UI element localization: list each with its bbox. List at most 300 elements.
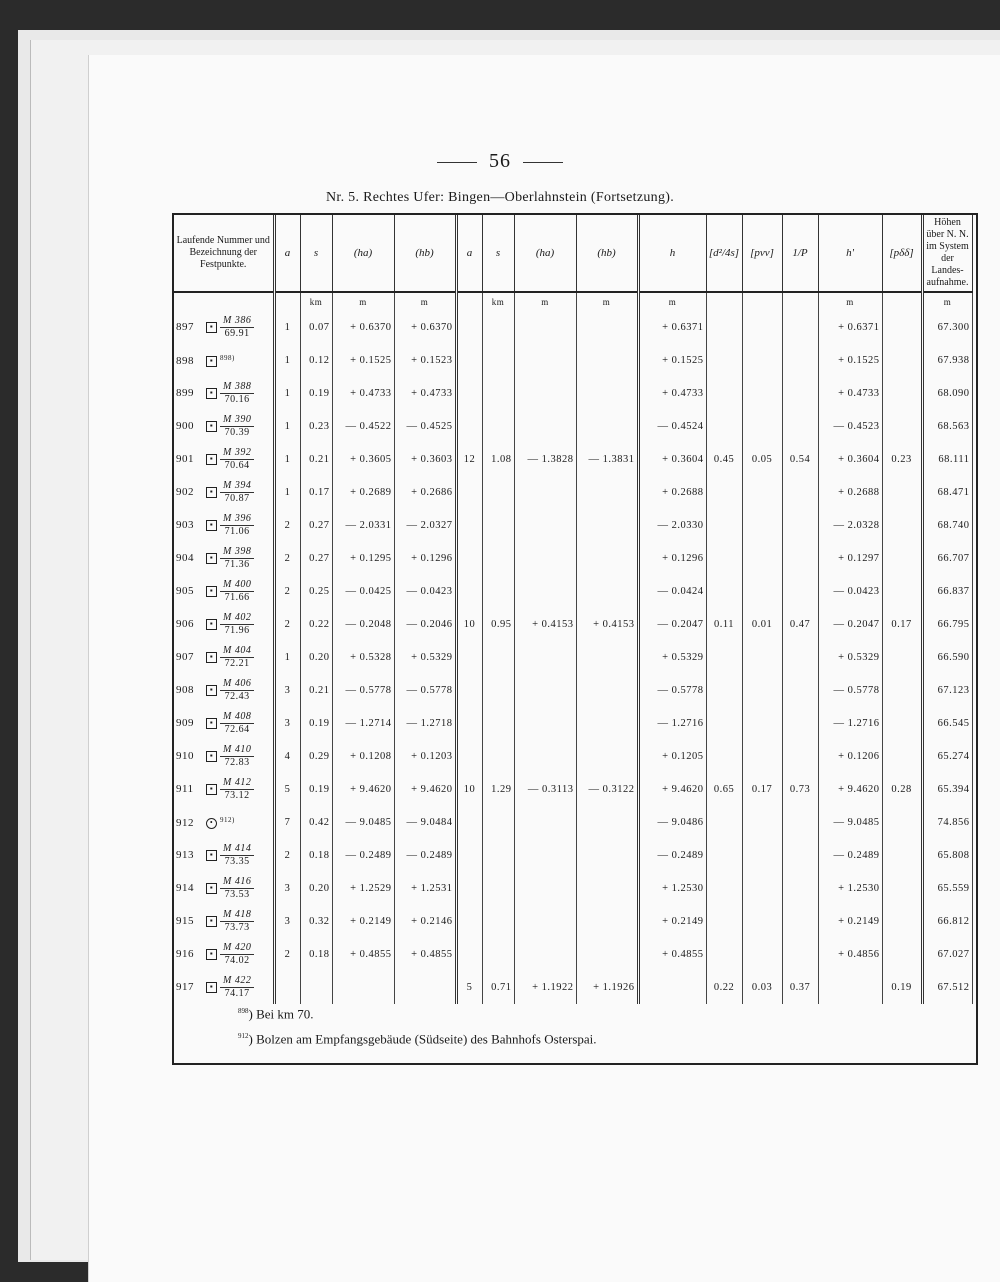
mark-label: M 412	[220, 777, 254, 790]
cell-a2	[456, 410, 482, 443]
cell-hb: + 0.1523	[394, 344, 456, 377]
cell-ha2	[514, 377, 576, 410]
cell-s: 0.19	[300, 773, 332, 806]
km-label: 71.66	[224, 592, 250, 603]
cell-hb2	[576, 377, 638, 410]
point-label	[174, 872, 274, 905]
cell-s: 0.18	[300, 938, 332, 971]
cell-pvv	[742, 542, 782, 575]
cell-h2: + 0.4856	[818, 938, 882, 971]
dash-right	[523, 162, 563, 163]
point-label	[174, 344, 274, 377]
benchmark-icon: ▪	[206, 454, 217, 465]
mark-label: M 410	[220, 744, 254, 757]
cell-d2	[706, 377, 742, 410]
cell-a: 1	[274, 344, 300, 377]
point-number: 911	[176, 783, 194, 796]
cell-pvv	[742, 410, 782, 443]
cell-a2: 10	[456, 773, 482, 806]
cell-h: — 0.5778	[638, 674, 706, 707]
cell-ha2	[514, 542, 576, 575]
cell-h: + 0.5329	[638, 641, 706, 674]
cell-hb: — 0.2489	[394, 839, 456, 872]
unit-cell	[706, 292, 742, 311]
cell-hb2: + 1.1926	[576, 971, 638, 1004]
mark-label: M 402	[220, 612, 254, 625]
km-label: 72.83	[224, 757, 250, 768]
cell-p: 0.37	[782, 971, 818, 1004]
mark-fraction	[220, 843, 254, 868]
cell-hb: — 0.2046	[394, 608, 456, 641]
mark-fraction	[220, 546, 254, 571]
benchmark-icon: ▪	[206, 949, 217, 960]
cell-pvv	[742, 740, 782, 773]
cell-s2	[482, 641, 514, 674]
cell-hb2	[576, 938, 638, 971]
cell-d2	[706, 872, 742, 905]
mark-fraction	[220, 942, 254, 967]
cell-pdd	[882, 740, 922, 773]
cell-pdd	[882, 674, 922, 707]
cell-ha2: + 0.4153	[514, 608, 576, 641]
cell-hoehe: 66.707	[922, 542, 972, 575]
mark-fraction	[220, 480, 254, 505]
cell-ha2	[514, 509, 576, 542]
table-row	[174, 443, 972, 476]
cell-pvv: 0.05	[742, 443, 782, 476]
km-label: 71.06	[224, 526, 250, 537]
cell-d2	[706, 674, 742, 707]
benchmark-icon: ▪	[206, 586, 217, 597]
cell-s: 0.17	[300, 476, 332, 509]
header-row	[174, 215, 972, 292]
cell-hb2	[576, 872, 638, 905]
cell-ha: — 0.0425	[332, 575, 394, 608]
cell-p	[782, 509, 818, 542]
cell-pvv	[742, 905, 782, 938]
cell-ha2: — 1.3828	[514, 443, 576, 476]
table-row	[174, 509, 972, 542]
cell-s: 0.27	[300, 509, 332, 542]
cell-ha: — 0.2048	[332, 608, 394, 641]
cell-hb2	[576, 344, 638, 377]
cell-s2: 1.08	[482, 443, 514, 476]
cell-a2	[456, 839, 482, 872]
cell-s2	[482, 872, 514, 905]
benchmark-icon: ▪	[206, 553, 217, 564]
cell-hb: + 0.6370	[394, 311, 456, 344]
benchmark-icon: ▪	[206, 685, 217, 696]
cell-pdd	[882, 905, 922, 938]
cell-pvv	[742, 839, 782, 872]
mark-fraction	[220, 777, 254, 802]
cell-hoehe: 68.563	[922, 410, 972, 443]
cell-pdd	[882, 707, 922, 740]
cell-h2: — 0.2047	[818, 608, 882, 641]
cell-s2	[482, 707, 514, 740]
cell-pvv	[742, 674, 782, 707]
cell-p	[782, 839, 818, 872]
cell-a: 7	[274, 806, 300, 839]
header-cell: [pvv]	[742, 215, 782, 292]
cell-p	[782, 377, 818, 410]
point-label	[174, 542, 274, 575]
cell-d2	[706, 311, 742, 344]
cell-ha: + 0.1208	[332, 740, 394, 773]
cell-p	[782, 740, 818, 773]
point-number: 913	[176, 849, 194, 862]
cell-hoehe: 65.274	[922, 740, 972, 773]
cell-h: — 9.0486	[638, 806, 706, 839]
cell-hoehe: 66.545	[922, 707, 972, 740]
cell-ha2	[514, 641, 576, 674]
cell-s: 0.20	[300, 872, 332, 905]
cell-hoehe: 68.090	[922, 377, 972, 410]
km-label: 70.39	[224, 427, 250, 438]
cell-hb2	[576, 311, 638, 344]
cell-hb: — 1.2718	[394, 707, 456, 740]
cell-h2: — 0.4523	[818, 410, 882, 443]
cell-hb2	[576, 410, 638, 443]
cell-hb2	[576, 839, 638, 872]
table-row	[174, 740, 972, 773]
cell-p	[782, 707, 818, 740]
cell-h2: — 0.2489	[818, 839, 882, 872]
cell-s2	[482, 542, 514, 575]
mark-fraction	[220, 381, 254, 406]
mark-fraction	[220, 909, 254, 934]
cell-pvv	[742, 575, 782, 608]
cell-ha: — 0.4522	[332, 410, 394, 443]
point-label	[174, 806, 274, 839]
cell-ha2	[514, 839, 576, 872]
cell-h2: — 2.0328	[818, 509, 882, 542]
cell-a: 1	[274, 443, 300, 476]
cell-d2	[706, 806, 742, 839]
cell-pvv	[742, 806, 782, 839]
table-row	[174, 674, 972, 707]
cell-h: — 0.0424	[638, 575, 706, 608]
mark-label: M 396	[220, 513, 254, 526]
cell-ha: + 0.3605	[332, 443, 394, 476]
cell-ha: + 0.4855	[332, 938, 394, 971]
mark-label: M 398	[220, 546, 254, 559]
cell-hoehe: 67.300	[922, 311, 972, 344]
cell-pvv: 0.01	[742, 608, 782, 641]
table-body	[174, 292, 972, 1004]
cell-h: + 0.4855	[638, 938, 706, 971]
benchmark-icon: ▪	[206, 718, 217, 729]
unit-cell: m	[638, 292, 706, 311]
table-row	[174, 839, 972, 872]
benchmark-icon: ▪	[206, 322, 217, 333]
mark-fraction	[220, 612, 254, 637]
cell-pdd	[882, 542, 922, 575]
cell-hoehe: 65.559	[922, 872, 972, 905]
cell-a2	[456, 344, 482, 377]
header-cell: s	[300, 215, 332, 292]
cell-pdd	[882, 641, 922, 674]
cell-ha2	[514, 872, 576, 905]
benchmark-icon: ▪	[206, 850, 217, 861]
cell-a: 1	[274, 476, 300, 509]
cell-h2: — 1.2716	[818, 707, 882, 740]
cell-s: 0.19	[300, 377, 332, 410]
mark-label: M 390	[220, 414, 254, 427]
cell-pdd	[882, 410, 922, 443]
cell-pvv: 0.17	[742, 773, 782, 806]
cell-hb2	[576, 476, 638, 509]
mark-fraction	[220, 876, 254, 901]
footnote-1: $^{898}$) Bei km 70.	[238, 1006, 314, 1022]
table-row	[174, 410, 972, 443]
mark-label: M 420	[220, 942, 254, 955]
km-label: 70.16	[224, 394, 250, 405]
mark-label: M 400	[220, 579, 254, 592]
cell-s2	[482, 905, 514, 938]
cell-d2	[706, 740, 742, 773]
table-row	[174, 344, 972, 377]
mark-fraction	[220, 645, 254, 670]
km-label: 74.17	[224, 988, 250, 999]
cell-h2: + 9.4620	[818, 773, 882, 806]
cell-hb2	[576, 905, 638, 938]
cell-a: 1	[274, 641, 300, 674]
cell-hoehe: 65.808	[922, 839, 972, 872]
cell-ha2: — 0.3113	[514, 773, 576, 806]
point-label	[174, 311, 274, 344]
cell-s: 0.07	[300, 311, 332, 344]
point-number: 910	[176, 750, 194, 763]
table-row	[174, 575, 972, 608]
cell-ha2	[514, 938, 576, 971]
cell-hb2	[576, 707, 638, 740]
cell-ha: — 1.2714	[332, 707, 394, 740]
table-caption: Nr. 5. Rechtes Ufer: Bingen—Oberlahnstein (Fortsetzung).	[325, 190, 675, 205]
cell-h2: — 9.0485	[818, 806, 882, 839]
cell-a: 5	[274, 773, 300, 806]
cell-h2: + 0.1297	[818, 542, 882, 575]
table-row	[174, 938, 972, 971]
header-cell: 1/P	[782, 215, 818, 292]
unit-cell: km	[482, 292, 514, 311]
point-label	[174, 641, 274, 674]
header-cell: h	[638, 215, 706, 292]
point-number: 900	[176, 420, 194, 433]
mark-label: M 386	[220, 315, 254, 328]
cell-s: 0.29	[300, 740, 332, 773]
cell-a2	[456, 641, 482, 674]
unit-cell: km	[300, 292, 332, 311]
cell-pvv	[742, 872, 782, 905]
cell-s2	[482, 839, 514, 872]
km-label: 72.21	[224, 658, 250, 669]
cell-s2	[482, 344, 514, 377]
point-label	[174, 476, 274, 509]
cell-h2: + 0.3604	[818, 443, 882, 476]
cell-h2: + 0.6371	[818, 311, 882, 344]
cell-pvv	[742, 938, 782, 971]
cell-s2: 0.71	[482, 971, 514, 1004]
cell-hb: + 0.2146	[394, 905, 456, 938]
table-row	[174, 476, 972, 509]
table-row	[174, 311, 972, 344]
unit-cell	[456, 292, 482, 311]
cell-hb: — 0.0423	[394, 575, 456, 608]
cell-a: 4	[274, 740, 300, 773]
unit-cell: m	[332, 292, 394, 311]
cell-hb: + 0.1296	[394, 542, 456, 575]
cell-h: + 0.6371	[638, 311, 706, 344]
cell-d2	[706, 905, 742, 938]
cell-hb2	[576, 575, 638, 608]
cell-hb: + 9.4620	[394, 773, 456, 806]
cell-a: 3	[274, 674, 300, 707]
cell-h2: + 0.5329	[818, 641, 882, 674]
point-label	[174, 938, 274, 971]
cell-s: 0.23	[300, 410, 332, 443]
cell-pdd	[882, 872, 922, 905]
cell-hoehe: 66.590	[922, 641, 972, 674]
header-cell: [d²/4s]	[706, 215, 742, 292]
mark-label: M 392	[220, 447, 254, 460]
point-label	[174, 608, 274, 641]
cell-s2: 1.29	[482, 773, 514, 806]
km-label: 69.91	[224, 328, 250, 339]
point-number: 901	[176, 453, 194, 466]
cell-ha: + 1.2529	[332, 872, 394, 905]
cell-p	[782, 806, 818, 839]
point-label	[174, 575, 274, 608]
cell-pdd	[882, 806, 922, 839]
cell-a2	[456, 938, 482, 971]
cell-ha: + 0.6370	[332, 311, 394, 344]
cell-h: — 0.4524	[638, 410, 706, 443]
cell-pdd	[882, 509, 922, 542]
cell-hb2: + 0.4153	[576, 608, 638, 641]
header-cell: (ha)	[332, 215, 394, 292]
cell-s: 0.27	[300, 542, 332, 575]
cell-h: + 9.4620	[638, 773, 706, 806]
cell-s2	[482, 740, 514, 773]
unit-cell	[742, 292, 782, 311]
mark-fraction	[220, 447, 254, 472]
cell-hb: — 0.5778	[394, 674, 456, 707]
point-number: 898	[176, 355, 194, 368]
km-label: 70.64	[224, 460, 250, 471]
table-row	[174, 806, 972, 839]
table-row	[174, 641, 972, 674]
km-label: 70.87	[224, 493, 250, 504]
cell-pvv	[742, 344, 782, 377]
unit-cell	[174, 292, 274, 311]
cell-h: — 2.0330	[638, 509, 706, 542]
table-row	[174, 773, 972, 806]
cell-ha: + 0.2149	[332, 905, 394, 938]
cell-ha: + 9.4620	[332, 773, 394, 806]
cell-d2	[706, 410, 742, 443]
cell-a2	[456, 707, 482, 740]
mark-label: M 418	[220, 909, 254, 922]
cell-h: + 1.2530	[638, 872, 706, 905]
header-cell: (hb)	[576, 215, 638, 292]
cell-d2	[706, 575, 742, 608]
point-label	[174, 740, 274, 773]
cell-pdd	[882, 377, 922, 410]
cell-s2	[482, 575, 514, 608]
cell-h2: + 0.4733	[818, 377, 882, 410]
cell-pdd: 0.23	[882, 443, 922, 476]
cell-hoehe: 68.471	[922, 476, 972, 509]
header-cell: h'	[818, 215, 882, 292]
point-label	[174, 443, 274, 476]
cell-h: + 0.4733	[638, 377, 706, 410]
cell-ha2	[514, 410, 576, 443]
mark-label: M 406	[220, 678, 254, 691]
header-cell: (hb)	[394, 215, 456, 292]
cell-a2	[456, 311, 482, 344]
point-number: 909	[176, 717, 194, 730]
cell-hoehe: 74.856	[922, 806, 972, 839]
footnote-2: $^{912}$) Bolzen am Empfangsgebäude (Südseite) des Bahnhofs Osterspai.	[238, 1031, 597, 1047]
benchmark-icon: ▪	[206, 520, 217, 531]
table-row	[174, 542, 972, 575]
cell-s: 0.19	[300, 707, 332, 740]
table-row	[174, 608, 972, 641]
cell-pdd: 0.28	[882, 773, 922, 806]
km-label: 71.36	[224, 559, 250, 570]
cell-s2	[482, 476, 514, 509]
cell-h: + 0.2149	[638, 905, 706, 938]
units-row	[174, 292, 972, 311]
point-label	[174, 674, 274, 707]
footnotes	[238, 1000, 938, 1051]
cell-a: 2	[274, 839, 300, 872]
header-cell: a	[456, 215, 482, 292]
cell-p	[782, 542, 818, 575]
cell-a2	[456, 806, 482, 839]
cell-pvv	[742, 311, 782, 344]
cell-p	[782, 344, 818, 377]
cell-p	[782, 938, 818, 971]
cell-p	[782, 575, 818, 608]
cell-pdd	[882, 575, 922, 608]
cell-p	[782, 410, 818, 443]
cell-hb2	[576, 641, 638, 674]
cell-d2	[706, 476, 742, 509]
mark-label: M 404	[220, 645, 254, 658]
cell-a: 2	[274, 575, 300, 608]
cell-d2	[706, 344, 742, 377]
cell-hb: + 0.4733	[394, 377, 456, 410]
header-cell: Laufende Nummer und Bezeichnung der Festpunkte.	[174, 215, 274, 292]
cell-pdd	[882, 839, 922, 872]
unit-cell	[882, 292, 922, 311]
km-label: 72.64	[224, 724, 250, 735]
footnote-2-text: Bolzen am Empfangsgebäude (Südseite) des Bahnhofs Osterspai.	[256, 1031, 597, 1047]
cell-a2: 10	[456, 608, 482, 641]
cell-a: 1	[274, 377, 300, 410]
cell-hb2: — 0.3122	[576, 773, 638, 806]
header-cell: Höhen über N. N. im System der Landes-aufnahme.	[922, 215, 972, 292]
cell-d2: 0.65	[706, 773, 742, 806]
cell-pdd	[882, 311, 922, 344]
benchmark-icon: ▪	[206, 421, 217, 432]
mark-fraction	[220, 975, 254, 1000]
cell-h2: + 1.2530	[818, 872, 882, 905]
cell-ha: + 0.4733	[332, 377, 394, 410]
cell-s: 0.32	[300, 905, 332, 938]
